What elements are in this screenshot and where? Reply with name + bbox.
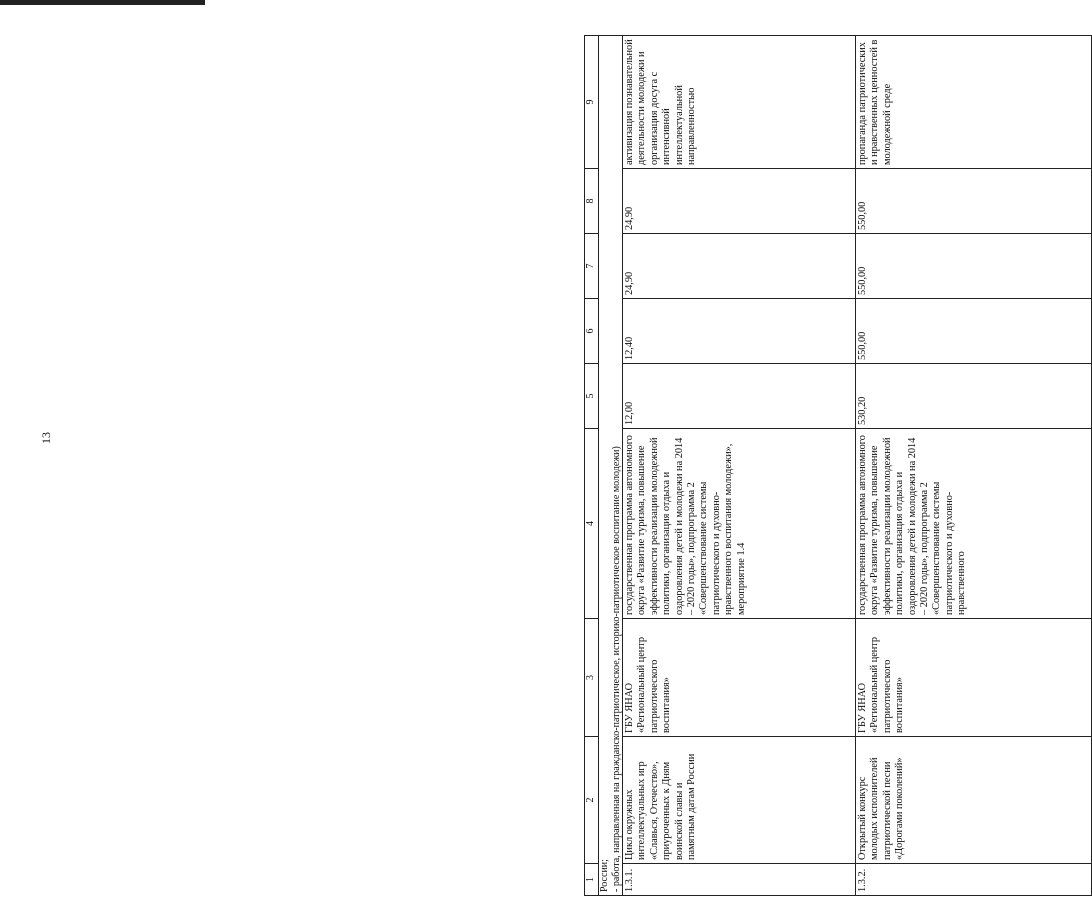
section-row <box>599 36 623 896</box>
column-number: 2 <box>585 737 599 864</box>
funding-source-text: государственная программа автономного округа «Развитие туризма, повышение эффективности реализации молодежной политики, организация отдыха и оздоровления детей и молодежи на 2014 – 2020 годы», подпрограмма 2 «Совершенствование системы патриотического и духовно-нравственного <box>857 435 968 615</box>
events-table <box>584 35 1092 896</box>
column-number: 7 <box>585 234 599 299</box>
page-number: 13 <box>39 432 53 444</box>
value-col7: 24,90 <box>623 234 856 299</box>
value-col6: 550,00 <box>856 299 1092 364</box>
funding-source: государственная программа автономного округа «Развитие туризма, повышение эффективности реализации молодежной политики, организация отдыха и оздоровления детей и молодежи на 2014 – 2020 годы», подпрограмма 2 «Совершенствование системы патриотического и духовно-нравственного воспитания молодежи», мероприятие 1.4 <box>623 429 856 619</box>
funding-source <box>856 429 1092 619</box>
table-row <box>623 36 856 896</box>
column-number: 4 <box>585 429 599 619</box>
column-number: 9 <box>585 36 599 169</box>
section-line-2: - работа, направленная на гражданско-патриотическое, историко-патриотическое воспитание молодежи) <box>610 446 622 892</box>
value-col5: 530,20 <box>856 364 1092 429</box>
expected-result: пропаганда патриотических и нравственных ценностей в молодежной среде <box>856 36 1092 169</box>
column-number: 6 <box>585 299 599 364</box>
value-col8: 550,00 <box>856 169 1092 234</box>
column-number: 5 <box>585 364 599 429</box>
rotated-table-wrapper <box>584 36 1092 896</box>
section-line-1: России; <box>599 859 610 892</box>
value-col6: 12,40 <box>623 299 856 364</box>
value-col8: 24,90 <box>623 169 856 234</box>
section-heading <box>599 36 623 896</box>
row-number: 1.3.1. <box>623 864 856 896</box>
value-col5: 12,00 <box>623 364 856 429</box>
executor: ГБУ ЯНАО «Региональный центр патриотического воспитания» <box>856 619 1092 737</box>
expected-result: активизация познавательной деятельности молодежи и организация досуга с интенсивной интеллектуальной направленностью <box>623 36 856 169</box>
column-number: 1 <box>585 864 599 896</box>
executor: ГБУ ЯНАО «Региональный центр патриотического воспитания» <box>623 619 856 737</box>
column-number: 3 <box>585 619 599 737</box>
event-name: Цикл окружных интеллектуальных игр «Славься, Отечество», приуроченных к Дням воинской славы и памятным датам России <box>623 737 856 864</box>
event-name: Открытый конкурс молодых исполнителей патриотической песни «Дорогами поколений» <box>856 737 1092 864</box>
row-number: 1.3.2. <box>856 864 1092 896</box>
value-col7: 550,00 <box>856 234 1092 299</box>
top-rule <box>0 0 205 5</box>
column-number: 8 <box>585 169 599 234</box>
table-row <box>856 36 1092 896</box>
column-number-row <box>585 36 599 896</box>
